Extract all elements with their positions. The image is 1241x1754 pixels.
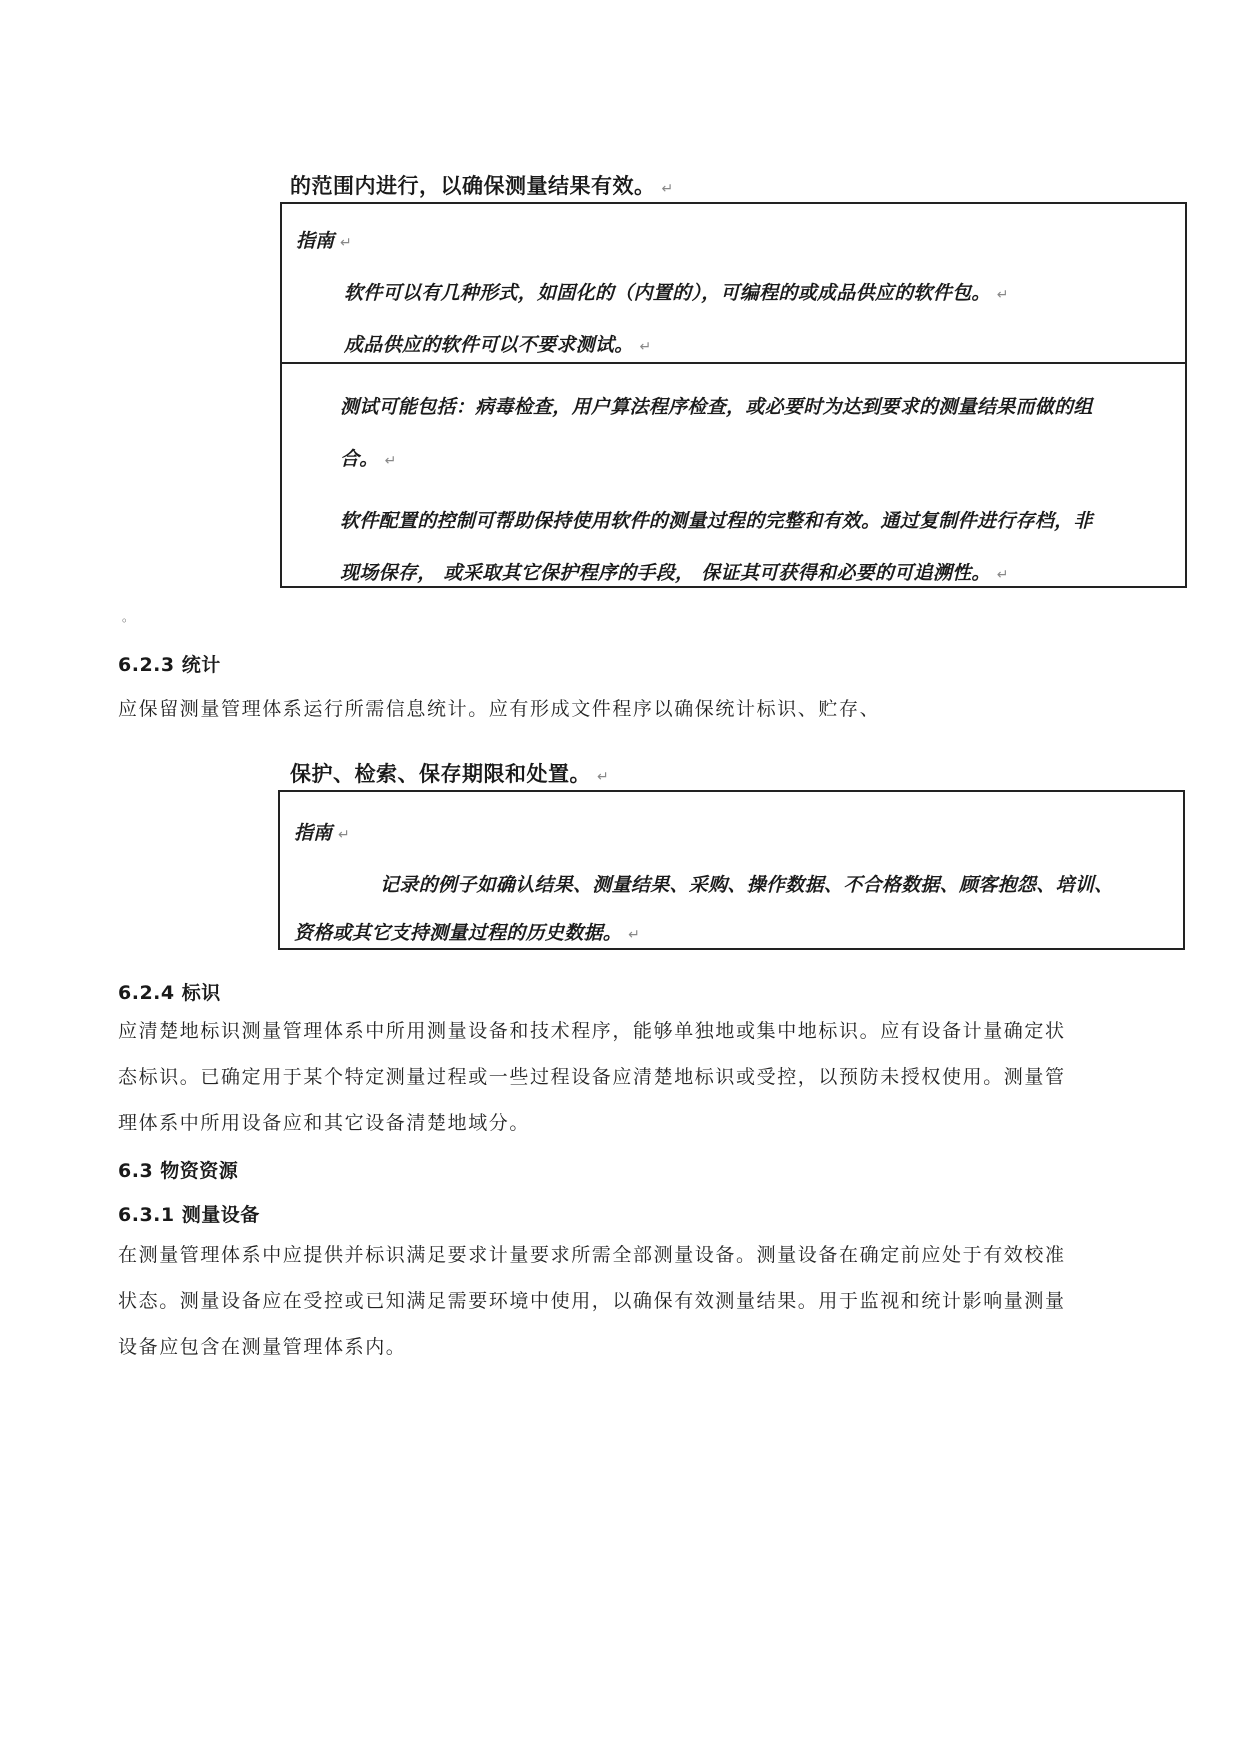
guide-label-text: 指南 xyxy=(296,230,335,252)
guide-line-text: 测试可能包括：病毒检查，用户算法程序检查，或必要时为达到要求的测量结果而做的组 xyxy=(340,396,1093,418)
section-heading-63: 6.3 物资资源 xyxy=(118,1160,239,1182)
guide-line xyxy=(340,392,1093,419)
paragraph-mark: ↵ xyxy=(639,339,652,355)
section-heading-624: 6.2.4 标识 xyxy=(118,982,221,1004)
guide-line xyxy=(340,506,1093,533)
guide-line-text: 资格或其它支持测量过程的历史数据。 xyxy=(294,922,623,944)
section-623-continuation xyxy=(290,758,609,788)
paragraph-mark: ↵ xyxy=(340,235,352,251)
paragraph-mark: ↵ xyxy=(661,181,674,197)
guide-line xyxy=(340,444,397,471)
guide-box-1 xyxy=(280,202,1187,364)
paragraph-mark: ↵ xyxy=(338,827,350,843)
small-dot: 。 xyxy=(122,610,135,624)
section-624-line: 应清楚地标识测量管理体系中所用测量设备和技术程序，能够单独地或集中地标识。应有设备计量确定状 xyxy=(118,1020,1066,1042)
guide-line xyxy=(380,870,1113,897)
paragraph-mark: ↵ xyxy=(597,769,610,785)
guide-line xyxy=(344,278,1009,305)
guide-line xyxy=(344,330,652,357)
section-heading-623: 6.2.3 统计 xyxy=(118,654,221,676)
section-heading-631: 6.3.1 测量设备 xyxy=(118,1204,260,1226)
guide-line-text: 软件可以有几种形式，如固化的（内置的），可编程的或成品供应的软件包。 xyxy=(344,282,991,304)
top-snippet xyxy=(290,170,674,200)
section-624-line: 理体系中所用设备应和其它设备清楚地域分。 xyxy=(118,1112,531,1134)
guide-box-2 xyxy=(280,362,1187,588)
paragraph-mark: ↵ xyxy=(384,453,397,469)
section-624-line: 态标识。已确定用于某个特定测量过程或一些过程设备应清楚地标识或受控，以预防未授权使用。测量管 xyxy=(118,1066,1066,1088)
guide-line xyxy=(294,918,640,945)
section-631-line: 设备应包含在测量管理体系内。 xyxy=(118,1336,407,1358)
guide-label-text: 指南 xyxy=(294,822,333,844)
guide-line-text: 现场保存， 或采取其它保护程序的手段， 保证其可获得和必要的可追溯性。 xyxy=(340,562,991,584)
paragraph-mark: ↵ xyxy=(996,287,1009,303)
guide-box-3 xyxy=(278,790,1185,950)
guide-line-text: 软件配置的控制可帮助保持使用软件的测量过程的完整和有效。通过复制件进行存档，非 xyxy=(340,510,1093,532)
guide-label xyxy=(294,818,350,845)
top-snippet-text: 的范围内进行，以确保测量结果有效。 xyxy=(290,174,656,198)
paragraph-mark: ↵ xyxy=(996,567,1009,583)
guide-line-text: 合。 xyxy=(340,448,379,470)
guide-label xyxy=(296,226,352,253)
section-623-continuation-text: 保护、检索、保存期限和处置。 xyxy=(290,762,591,786)
section-631-line: 状态。测量设备应在受控或已知满足需要环境中使用，以确保有效测量结果。用于监视和统计影响量测量 xyxy=(118,1290,1066,1312)
section-631-line: 在测量管理体系中应提供并标识满足要求计量要求所需全部测量设备。测量设备在确定前应处于有效校准 xyxy=(118,1244,1066,1266)
guide-line-text: 记录的例子如确认结果、测量结果、采购、操作数据、不合格数据、顾客抱怨、培训、 xyxy=(380,874,1114,896)
guide-line xyxy=(340,558,1009,585)
paragraph-mark: ↵ xyxy=(628,927,641,943)
guide-line-text: 成品供应的软件可以不要求测试。 xyxy=(344,334,634,356)
section-623-text: 应保留测量管理体系运行所需信息统计。应有形成文件程序以确保统计标识、贮存、 xyxy=(118,698,881,720)
